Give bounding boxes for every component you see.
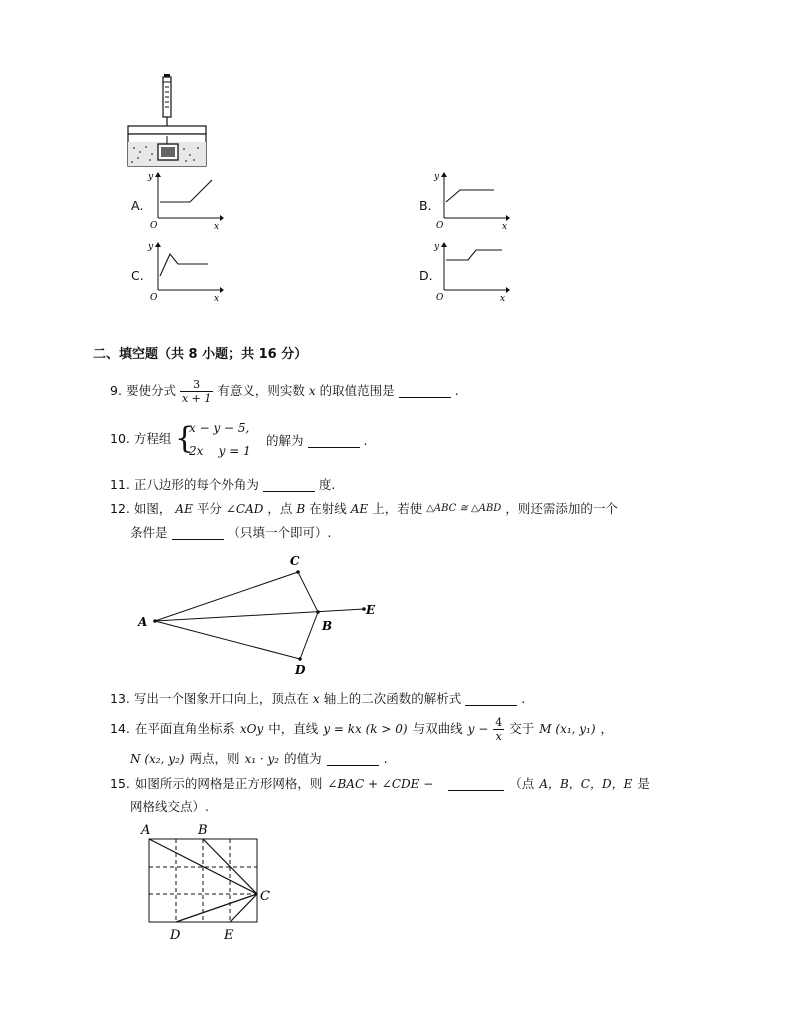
q10-answer-blank[interactable] [308, 435, 360, 448]
q15-number: 15. [110, 776, 130, 791]
q14-text-1: 在平面直角坐标系 [134, 721, 235, 736]
q12-angle-cad: ∠CAD [225, 502, 264, 516]
q14-hyperbola-fraction [493, 716, 504, 743]
q10-eq1: x − y − 5, [189, 421, 250, 435]
x-axis-label: x [500, 294, 506, 304]
q9-text-before: 要使分式 [125, 383, 176, 398]
q14-text-2: 中，直线 [268, 721, 319, 736]
q15-grid-figure [136, 820, 286, 946]
y-axis-label: y [148, 242, 154, 252]
q13-text-before: 写出一个图象开口向上，顶点在 [133, 691, 309, 706]
q9-number: 9. [110, 383, 122, 398]
q12-number: 12. [110, 501, 130, 516]
q10-tail [266, 432, 368, 450]
question-12-line2 [130, 524, 332, 542]
q14-point-n: N (x₂, y₂) [130, 752, 185, 766]
option-b-graph [430, 170, 512, 232]
option-d-label[interactable]: D. [419, 268, 433, 283]
q14-product: x₁ · y₂ [244, 752, 280, 766]
q12-congruence: △ABC ≅ △ABD [426, 503, 502, 514]
q15-text-2: （点 [509, 776, 535, 791]
q14-fraction-denominator: x [495, 729, 502, 743]
point-d-label: D [295, 663, 306, 677]
q13-end: . [521, 691, 526, 706]
q9-text-after: 有意义，则实数 [217, 383, 305, 398]
x-axis-label: x [214, 294, 220, 304]
q14-point-m: M (x₁, y₁) [539, 722, 596, 736]
q9-fraction-numerator: 3 [180, 378, 213, 392]
point-c-label: C [290, 554, 300, 568]
y-axis-label: y [434, 172, 440, 182]
q9-variable: x [308, 384, 316, 398]
q10-end: . [363, 433, 368, 448]
point-a-label: A [138, 615, 148, 629]
q12-triangle-figure [130, 550, 390, 680]
q10-brace: { [175, 421, 195, 456]
question-13 [110, 690, 525, 708]
grid-point-c-label: C [260, 889, 270, 904]
q14-text-6: 两点，则 [189, 751, 240, 766]
q14-answer-blank[interactable] [327, 753, 379, 766]
origin-label: O [150, 221, 158, 231]
section-title: 二、填空题（共 8 小题；共 16 分） [93, 347, 308, 362]
grid-point-b-label: B [198, 823, 208, 838]
question-10 [110, 430, 171, 448]
q9-fraction-denominator: x + 1 [181, 391, 212, 405]
q9-text-tail: 的取值范围是 [319, 383, 395, 398]
q13-text-after: 轴上的二次函数的解析式 [323, 691, 462, 706]
q12-text-2: 平分 [196, 501, 222, 516]
q12-text-4: 在射线 [309, 501, 347, 516]
q10-eq2: 2x y = 1 [189, 444, 251, 458]
q14-end: . [383, 751, 388, 766]
option-c-graph [144, 240, 226, 304]
q12-ray-ae: AE [175, 502, 193, 516]
grid-point-a-label: A [141, 823, 151, 838]
q12-text-1: 如图， [133, 501, 172, 516]
q14-xoy: xOy [239, 722, 264, 736]
q11-text-after: 度. [318, 477, 336, 492]
y-axis-label: y [434, 242, 440, 252]
grid-point-e-label: E [224, 928, 234, 943]
q9-fraction [180, 378, 213, 405]
option-d-graph [430, 240, 512, 304]
q13-variable: x [312, 692, 320, 706]
origin-label: O [150, 293, 158, 303]
q12-text-8: （只填一个即可）. [227, 525, 332, 540]
q13-number: 13. [110, 691, 130, 706]
q15-answer-blank[interactable] [448, 778, 504, 791]
q15-text-1: 如图所示的网格是正方形网格，则 [134, 776, 323, 791]
q12-text-5: 上，若使 [372, 501, 423, 516]
q11-text-before: 正八边形的每个外角为 [133, 477, 259, 492]
option-a-graph [144, 170, 226, 232]
q12-text-7: 条件是 [130, 525, 168, 540]
q12-text-6: ，则还需添加的一个 [505, 501, 618, 516]
q15-text-3: 是 [637, 776, 650, 791]
point-e-label: E [366, 603, 376, 617]
q12-answer-blank[interactable] [172, 527, 224, 540]
x-axis-label: x [502, 222, 508, 232]
q14-text-7: 的值为 [284, 751, 322, 766]
q13-answer-blank[interactable] [465, 693, 517, 706]
question-15-line2: 网格线交点）. [130, 799, 209, 814]
option-b-label[interactable]: B. [419, 198, 432, 213]
spring-scale-apparatus-figure [120, 72, 210, 172]
q15-expression: ∠BAC + ∠CDE − [327, 777, 434, 791]
point-b-label: B [322, 619, 333, 633]
q9-answer-blank[interactable] [399, 385, 451, 398]
q14-text-5: ， [600, 721, 614, 736]
question-11 [110, 476, 335, 494]
option-c-label[interactable]: C. [131, 268, 144, 283]
q12-ray-ae-2: AE [350, 502, 369, 516]
y-axis-label: y [148, 172, 154, 182]
origin-label: O [436, 293, 444, 303]
q9-end: . [454, 383, 459, 398]
origin-label: O [436, 221, 444, 231]
q11-number: 11. [110, 477, 130, 492]
q10-number: 10. [110, 431, 130, 446]
question-12-line1 [110, 500, 618, 518]
x-axis-label: x [214, 222, 220, 232]
q12-text-3: ，点 [267, 501, 293, 516]
question-14-line1 [110, 712, 613, 746]
question-15-line1 [110, 775, 650, 793]
q11-answer-blank[interactable] [263, 479, 315, 492]
q10-text-before: 方程组 [133, 431, 172, 446]
grid-point-d-label: D [170, 928, 181, 943]
option-a-label[interactable]: A. [131, 198, 144, 213]
q14-text-4: 交于 [509, 721, 535, 736]
q12-point-b: B [296, 502, 306, 516]
q10-text-after: 的解为 [266, 433, 304, 448]
q15-points: A，B，C，D，E [539, 777, 633, 791]
q14-fraction-numerator: 4 [495, 715, 503, 729]
question-14-line2 [130, 750, 388, 768]
q14-text-3: 与双曲线 [412, 721, 463, 736]
question-9 [110, 376, 459, 406]
q14-number: 14. [110, 721, 130, 736]
q14-line-equation: y = kx (k > 0) [323, 722, 408, 736]
q14-hyperbola-lhs: y − [467, 722, 489, 736]
